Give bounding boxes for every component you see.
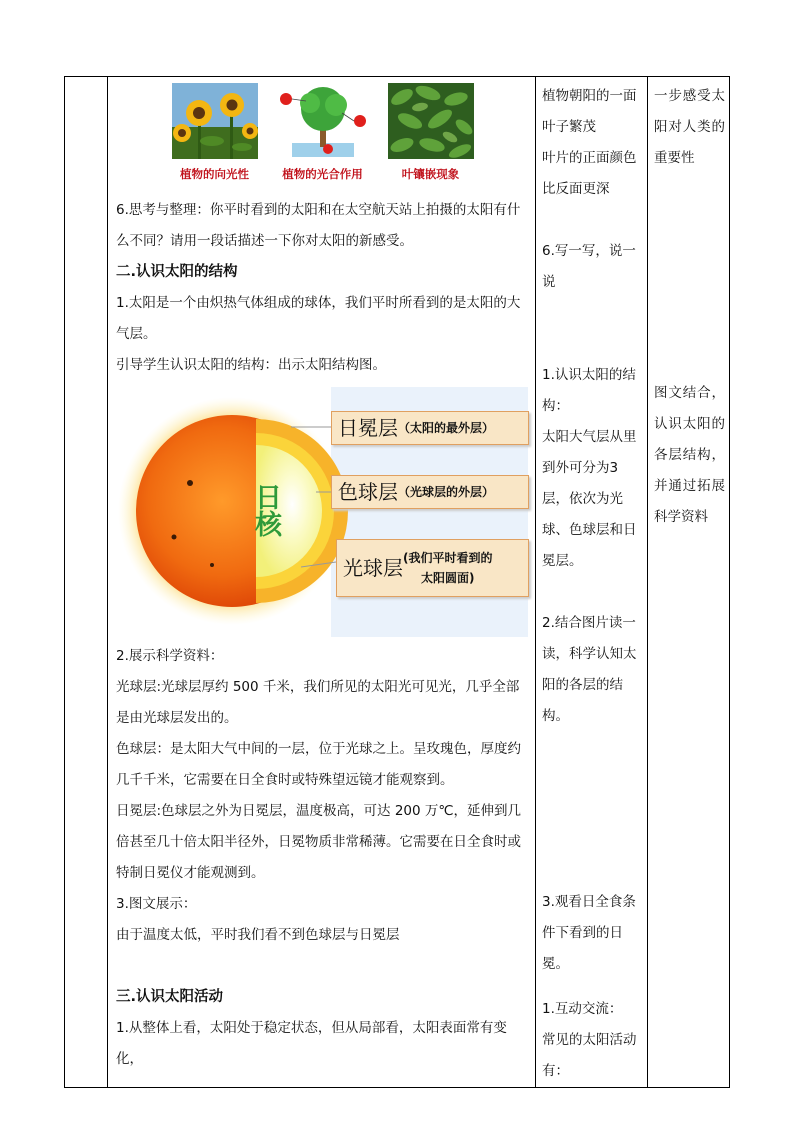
chromosphere-note: （光球层的外层） <box>398 485 495 499</box>
caption-photosynthesis: 植物的光合作用 <box>282 167 363 181</box>
photosynthesis-diagram-icon <box>280 83 366 159</box>
sun-core-label: 日核 <box>250 483 281 537</box>
solar-activity-intro: 1.从整体上看，太阳处于稳定状态，但从局部看，太阳表面常有变化， <box>116 1020 507 1067</box>
section-solar-activity: 三.认识太阳活动 <box>116 989 224 1005</box>
student-answer-leaf-color: 叶片的正面颜色比反面更深 <box>542 150 637 197</box>
photosphere-text: 光球层:光球层厚约 500 千米，我们所见的太阳光可见光，几乎全部是由光球层发出的。 <box>116 679 520 726</box>
corona-note: （太阳的最外层） <box>398 421 495 435</box>
intent-importance: 一步感受太阳对人类的重要性 <box>654 88 725 166</box>
sun-structure-diagram <box>116 387 528 637</box>
corona-label-box <box>331 411 529 445</box>
image-text-heading: 3.图文展示： <box>116 896 197 912</box>
student-task-structure: 1.认识太阳的结构： <box>542 367 636 414</box>
sunflower-figure <box>172 83 258 195</box>
section-sun-structure: 二.认识太阳的结构 <box>116 264 238 280</box>
sun-intro: 1.太阳是一个由炽热气体组成的球体，我们平时所看到的是太阳的大气层。 <box>116 295 521 342</box>
lesson-table <box>64 76 730 1088</box>
student-answer-activity: 常见的太阳活动有： <box>542 1032 637 1079</box>
guide-text: 引导学生认识太阳的结构：出示太阳结构图。 <box>116 357 386 373</box>
corona-title: 日冕层 <box>338 416 398 440</box>
photosphere-title: 光球层 <box>343 556 403 580</box>
student-activity-cell <box>536 77 648 1088</box>
student-task-discuss: 1.互动交流： <box>542 1001 623 1017</box>
student-answer-plants: 植物朝阳的一面叶子繁茂 <box>542 88 637 135</box>
student-task-eclipse: 3.观看日全食条件下看到的日冕。 <box>542 894 636 972</box>
leaf-mosaic-photo-icon <box>388 83 474 159</box>
intent-structure: 图文结合，认识太阳的各层结构，并通过拓展科学资料 <box>654 385 725 525</box>
teaching-content-cell <box>108 77 536 1088</box>
student-answer-layers: 太阳大气层从里到外可分为3层，依次为光球、色球层和日冕层。 <box>542 429 637 569</box>
blank-column <box>65 77 108 1088</box>
science-material-heading: 2.展示科学资料： <box>116 648 224 664</box>
chromosphere-label-box <box>331 475 529 509</box>
student-task-write: 6.写一写，说一说 <box>542 243 636 290</box>
photosynthesis-figure <box>280 83 366 195</box>
sunflower-photo-icon <box>172 83 258 159</box>
leaf-mosaic-figure <box>388 83 474 195</box>
illustration-row <box>116 81 529 195</box>
photosphere-note-line2: 太阳圆面) <box>421 571 475 585</box>
temperature-note: 由于温度太低，平时我们看不到色球层与日冕层 <box>116 927 400 943</box>
think-and-organize: 6.思考与整理：你平时看到的太阳和在太空航天站上拍摄的太阳有什么不同？请用一段话描述一下你对太阳的新感受。 <box>116 202 521 249</box>
corona-text: 日冕层:色球层之外为日冕层，温度极高，可达 200 万℃，延伸到几倍甚至几十倍太阳半径外，日冕物质非常稀薄。它需要在日全食时或特制日冕仪才能观测到。 <box>116 803 522 881</box>
photosphere-note-line1: (我们平时看到的 <box>403 551 493 565</box>
caption-leaf-mosaic: 叶镶嵌现象 <box>401 167 460 181</box>
caption-phototropism: 植物的向光性 <box>180 167 249 181</box>
design-intent-cell <box>648 77 730 1088</box>
student-task-read: 2.结合图片读一读，科学认知太阳的各层的结构。 <box>542 615 637 724</box>
photosphere-label-box <box>336 539 529 597</box>
chromosphere-title: 色球层 <box>338 480 398 504</box>
chromosphere-text: 色球层：是太阳大气中间的一层，位于光球之上。呈玫瑰色，厚度约几千千米，它需要在日全食时或特殊望远镜才能观察到。 <box>116 741 521 788</box>
